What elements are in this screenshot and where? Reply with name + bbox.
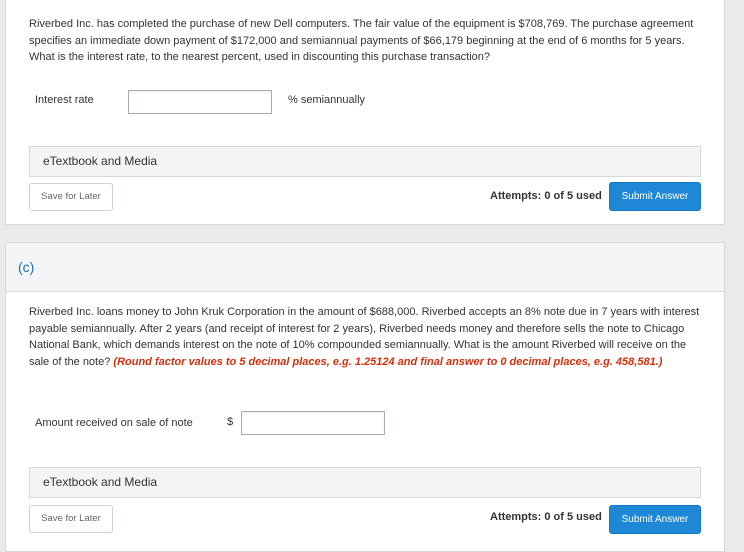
submit-answer-button-b[interactable]: Submit Answer [609,182,701,211]
question-panel-b [5,0,725,225]
interest-rate-label: Interest rate [35,94,94,106]
attempts-counter-c: Attempts: 0 of 5 used [490,511,602,523]
etextbook-media-bar-c[interactable]: eTextbook and Media [29,467,701,498]
amount-received-label: Amount received on sale of note [35,417,193,429]
attempts-counter-b: Attempts: 0 of 5 used [490,190,602,202]
interest-rate-input[interactable] [128,90,272,114]
amount-received-input[interactable] [241,411,385,435]
save-for-later-button-b[interactable]: Save for Later [29,183,113,211]
part-c-header [6,243,724,292]
interest-rate-unit: % semiannually [288,94,366,106]
question-text-c [29,304,701,370]
currency-symbol: $ [227,416,234,428]
rounding-instruction: (Round factor values to 5 decimal places, e.g. 1.25124 and final answer to 0 decimal places, e.g. 458,581.) [113,355,663,368]
etextbook-media-bar-b[interactable]: eTextbook and Media [29,146,701,177]
question-body-c: Riverbed Inc. loans money to John Kruk Corporation in the amount of $688,000. Riverbed accepts an 8% note due in 7 years with interest payable semiannually. After 2 years (and receipt of interest for 2 years), Riverbed needs money and therefore sells the note to Chicago National Bank, which demands interest on the note of 10% compounded semiannually. What is the amount Riverbed will receive on the sale of the note? [29,306,700,368]
submit-answer-button-c[interactable]: Submit Answer [609,505,701,534]
question-panel-c [5,242,725,552]
save-for-later-button-c[interactable]: Save for Later [29,505,113,533]
question-text-b: Riverbed Inc. has completed the purchase of new Dell computers. The fair value of the equipment is $708,769. The purchase agreement specifies an immediate down payment of $172,000 and semiannual payments of $66,179 beginning at the end of 6 months for 5 years. What is the interest rate, to the nearest percent, used in discounting this purchase transaction? [29,18,694,63]
part-c-label: (c) [18,259,35,275]
